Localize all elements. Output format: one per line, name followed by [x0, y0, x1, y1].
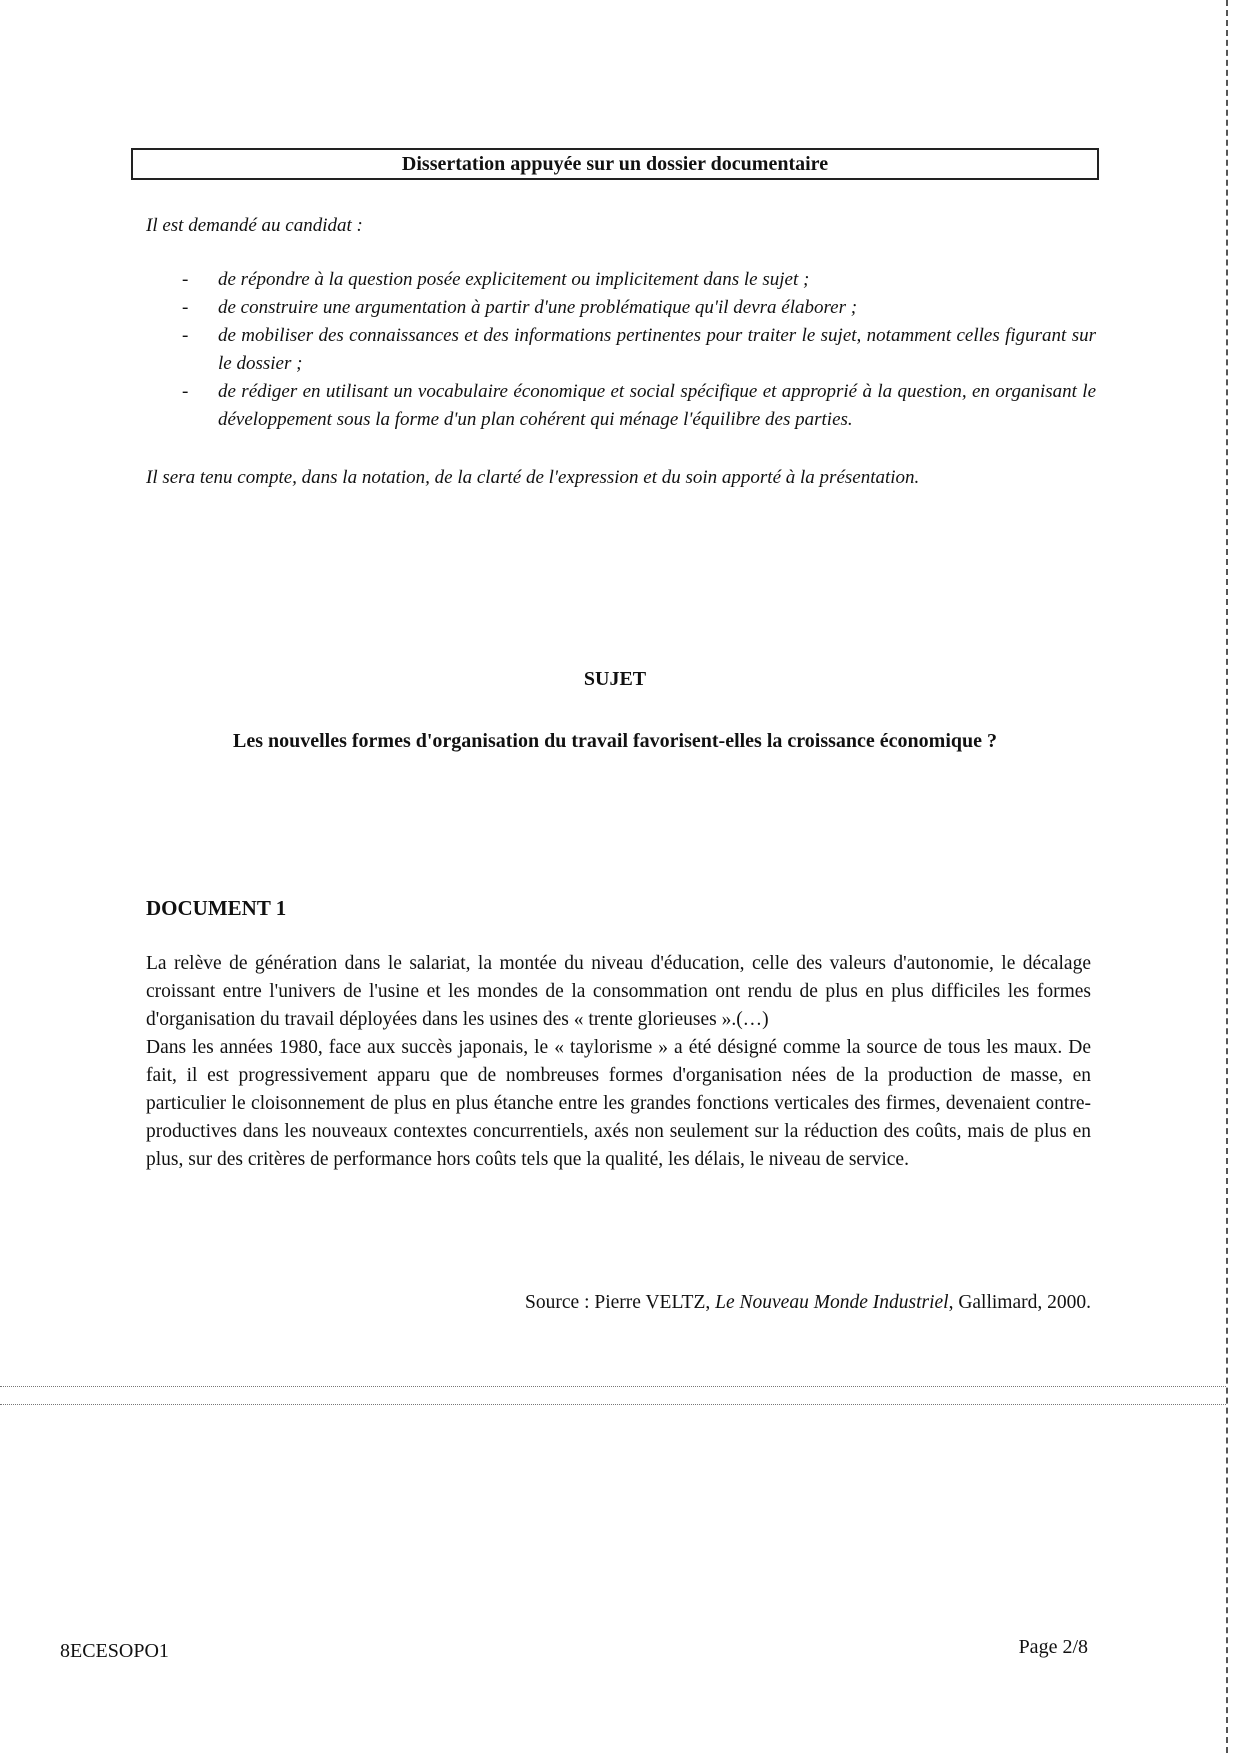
instruction-item: - de répondre à la question posée explicitement ou implicitement dans le sujet ;	[146, 266, 1096, 294]
instructions-block	[146, 212, 1096, 492]
instruction-item: - de mobiliser des connaissances et des informations pertinentes pour traiter le sujet, notamment celles figurant sur le dossier ;	[146, 322, 1096, 378]
source-prefix: Source : Pierre VELTZ,	[525, 1292, 716, 1313]
instructions-closing: Il sera tenu compte, dans la notation, de la clarté de l'expression et du soin apporté à la présentation.	[146, 467, 920, 488]
sujet-question: Les nouvelles formes d'organisation du travail favorisent-elles la croissance économique ?	[232, 730, 998, 752]
document-source	[146, 1292, 1091, 1314]
instruction-item: - de rédiger en utilisant un vocabulaire économique et social spécifique et approprié à la question, en organisant le développement sous la forme d'un plan cohérent qui ménage l'équilibre des parties.	[146, 378, 1096, 434]
source-suffix: , Gallimard, 2000.	[948, 1292, 1091, 1313]
separator-line	[0, 1404, 1226, 1405]
separator-line	[0, 1386, 1226, 1387]
document-title: DOCUMENT 1	[146, 896, 287, 920]
page-number: Page 2/8	[1018, 1636, 1088, 1658]
exam-code: 8ECESOPO1	[60, 1640, 169, 1662]
section-header-title: Dissertation appuyée sur un dossier documentaire	[401, 153, 829, 175]
document-paragraph: Dans les années 1980, face aux succès japonais, le « taylorisme » a été désigné comme la source de tous les maux. De fait, il est progressivement apparu que de nombreuses formes d'organisation nées de la production de masse, en particulier le cloisonnement de plus en plus étanche entre les grandes fonctions verticales des firmes, devenaient contre-productives dans les nouveaux contextes concurrentiels, axés non seulement sur la réduction des coûts, mais de plus en plus, sur des critères de performance hors coûts tels que la qualité, les délais, le niveau de service.	[146, 1037, 1091, 1170]
page-edge-rule	[1226, 0, 1228, 1753]
section-header	[131, 148, 1099, 180]
source-book-title: Le Nouveau Monde Industriel	[715, 1292, 949, 1313]
instructions-list	[146, 266, 1096, 434]
instruction-item: - de construire une argumentation à partir d'une problématique qu'il devra élaborer ;	[146, 294, 1096, 322]
sujet-label: SUJET	[583, 668, 647, 690]
document-paragraph: La relève de génération dans le salariat, la montée du niveau d'éducation, celle des valeurs d'autonomie, le décalage croissant entre l'univers de l'usine et les mondes de la consommation ont rendu de plus en plus difficiles les formes d'organisation du travail déployées dans les usines des « trente glorieuses ».(…)	[146, 953, 1091, 1030]
instructions-lead: Il est demandé au candidat :	[146, 215, 363, 236]
document-body	[146, 950, 1091, 1174]
